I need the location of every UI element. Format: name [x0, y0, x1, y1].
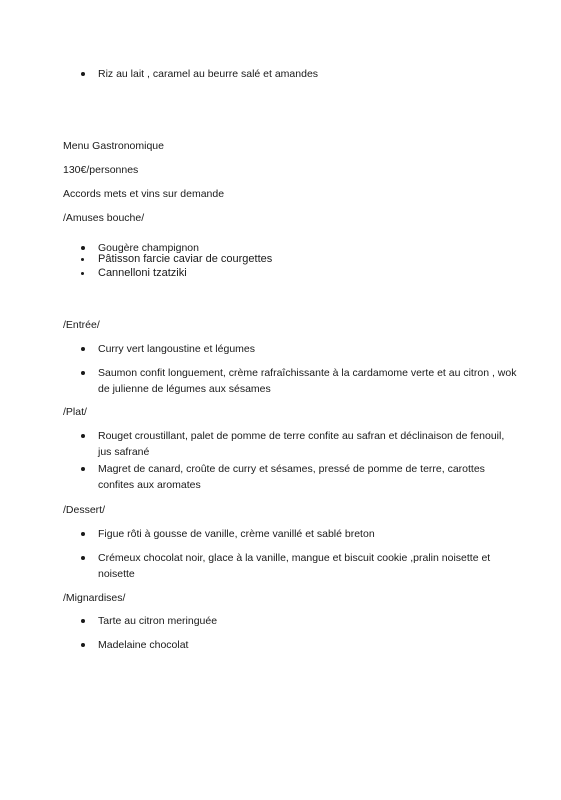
list-item: [98, 365, 518, 397]
list-item-text: Pâtisson farcie caviar de courgettes: [98, 253, 273, 265]
list-item-text: Madelaine chocolat: [98, 639, 189, 651]
list-item: [98, 253, 518, 266]
list-item-text: Saumon confit longuement, crème rafraîchissante à la cardamome verte et au citron , wok de julienne de légumes aux sésames: [98, 367, 517, 395]
bullet-icon: [81, 72, 85, 76]
section-heading-entree: /Entrée/: [63, 319, 100, 331]
list-item-text: Figue rôti à gousse de vanille, crème vanillé et sablé breton: [98, 528, 375, 540]
list-item: [98, 428, 518, 460]
bullet-icon: [81, 556, 85, 560]
menu-title: Menu Gastronomique: [63, 140, 164, 152]
list-item: [98, 550, 518, 582]
list-item-text: Magret de canard, croûte de curry et sésames, pressé de pomme de terre, carottes confites aux aromates: [98, 463, 485, 491]
bullet-icon: [81, 532, 85, 536]
section-heading-dessert: /Dessert/: [63, 504, 106, 516]
menu-price: 130€/personnes: [63, 164, 139, 176]
section-heading-amuses: /Amuses bouche/: [63, 212, 145, 224]
list-item-text: Riz au lait , caramel au beurre salé et amandes: [98, 68, 319, 80]
bullet-icon: [81, 467, 85, 471]
bullet-icon: [81, 347, 85, 351]
list-item: [98, 637, 518, 653]
bullet-icon: [81, 619, 85, 623]
bullet-icon: [81, 258, 84, 261]
list-item: [98, 461, 518, 493]
list-item: [98, 526, 518, 542]
list-item: [98, 613, 518, 629]
bullet-icon: [81, 272, 84, 275]
list-item: [98, 267, 518, 280]
list-item: [98, 341, 518, 357]
bullet-icon: [81, 643, 85, 647]
menu-pairing: Accords mets et vins sur demande: [63, 188, 225, 200]
bullet-icon: [81, 434, 85, 438]
list-item-text: Cannelloni tzatziki: [98, 267, 187, 279]
list-item: [98, 66, 518, 82]
list-item-text: Rouget croustillant, palet de pomme de terre confite au safran et déclinaison de fenouil, jus safrané: [98, 430, 505, 458]
list-item-text: Crémeux chocolat noir, glace à la vanille, mangue et biscuit cookie ,pralin noisette et noisette: [98, 552, 491, 580]
section-heading-plat: /Plat/: [63, 406, 87, 418]
section-heading-mignardises: /Mignardises/: [63, 592, 126, 604]
list-item-text: Gougère champignon: [98, 242, 199, 254]
list-item-text: Tarte au citron meringuée: [98, 615, 218, 627]
list-item-text: Curry vert langoustine et légumes: [98, 343, 255, 355]
bullet-icon: [81, 246, 85, 250]
bullet-icon: [81, 371, 85, 375]
